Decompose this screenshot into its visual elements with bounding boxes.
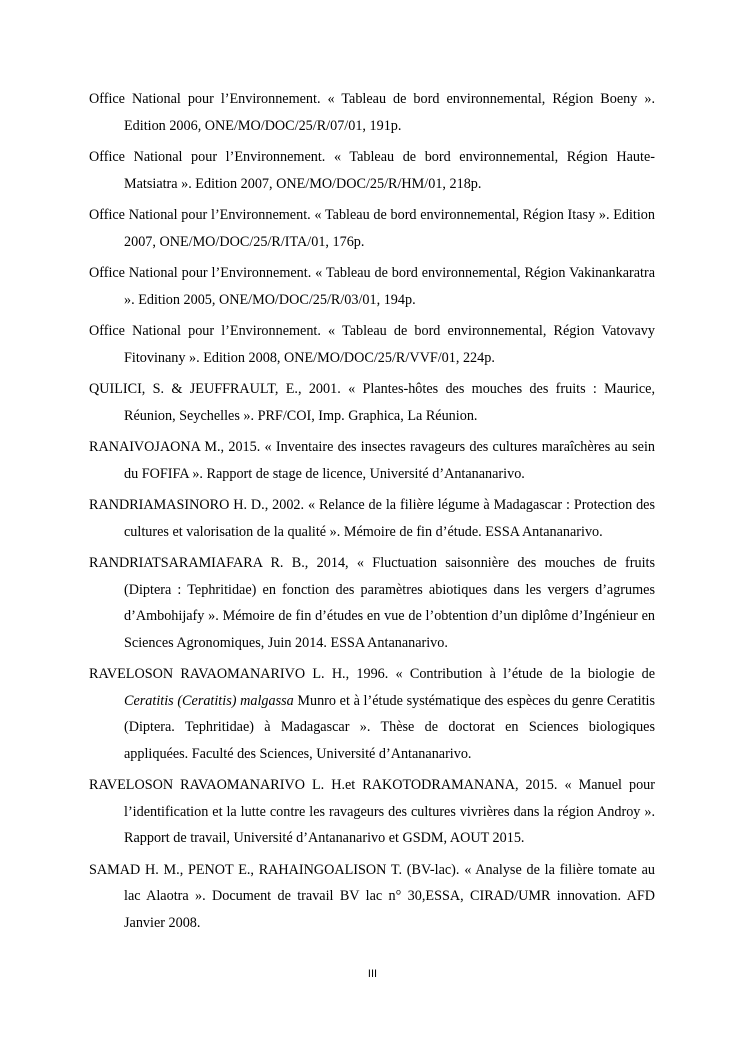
reference-entry: SAMAD H. M., PENOT E., RAHAINGOALISON T. (BV-lac). « Analyse de la filière tomate au lac Alaotra ». Document de travail BV lac n° 30,ESSA, CIRAD/UMR innovation. AFD Janvier 2008. bbox=[89, 861, 655, 931]
reference-entry: RANAIVOJAONA M., 2015. « Inventaire des insectes ravageurs des cultures maraîchères au sein du FOFIFA ». Rapport de stage de licence, Université d’Antananarivo. bbox=[89, 439, 655, 482]
species-name-italic: Ceratitis (Ceratitis) malgassa bbox=[124, 692, 294, 709]
reference-list bbox=[89, 86, 655, 941]
reference-entry: RANDRIATSARAMIAFARA R. B., 2014, « Fluctuation saisonnière des mouches de fruits (Diptera : Tephritidae) en fonction des paramètres abiotiques dans les vergers d’agrumes d’Ambohijafy ». Mémoire de fin d’études en vue de l’obtention d’un diplôme d’Ingénieur en Sciences Agronomiques, Juin 2014. ESSA Antananarivo. bbox=[89, 555, 655, 651]
reference-entry bbox=[89, 661, 655, 767]
reference-entry: Office National pour l’Environnement. « Tableau de bord environnemental, Région Haute-Matsiatra ». Edition 2007, ONE/MO/DOC/25/R/HM/01, 218p. bbox=[89, 149, 655, 192]
page-number: III bbox=[367, 968, 378, 980]
reference-entry: Office National pour l’Environnement. « Tableau de bord environnemental, Région Itasy ». Edition 2007, ONE/MO/DOC/25/R/ITA/01, 176p. bbox=[89, 207, 655, 250]
reference-entry: Office National pour l’Environnement. « Tableau de bord environnemental, Région Boeny ». Edition 2006, ONE/MO/DOC/25/R/07/01, 191p. bbox=[89, 91, 655, 134]
reference-text-before: RAVELOSON RAVAOMANARIVO L. H., 1996. « Contribution à l’étude de la biologie de bbox=[89, 666, 655, 682]
reference-entry: Office National pour l’Environnement. « Tableau de bord environnemental, Région Vatovavy Fitovinany ». Edition 2008, ONE/MO/DOC/25/R/VVF/01, 224p. bbox=[89, 323, 655, 366]
reference-entry: RANDRIAMASINORO H. D., 2002. « Relance de la filière légume à Madagascar : Protection des cultures et valorisation de la qualité ». Mémoire de fin d’étude. ESSA Antananarivo. bbox=[89, 497, 655, 540]
reference-entry: Office National pour l’Environnement. « Tableau de bord environnemental, Région Vakinankaratra ». Edition 2005, ONE/MO/DOC/25/R/03/01, 194p. bbox=[89, 265, 655, 308]
reference-text-after: Munro et à l’étude systématique des espèces du genre Ceratitis (Diptera. Tephritidae) à Madagascar ». Thèse de doctorat en Sciences biologiques appliquées. Faculté des Sciences, Université d’Antananarivo. bbox=[124, 692, 655, 762]
reference-entry: RAVELOSON RAVAOMANARIVO L. H.et RAKOTODRAMANANA, 2015. « Manuel pour l’identification et la lutte contre les ravageurs des cultures vivrières dans la région Androy ». Rapport de travail, Université d’Antananarivo et GSDM, AOUT 2015. bbox=[89, 777, 655, 846]
reference-entry: QUILICI, S. & JEUFFRAULT, E., 2001. « Plantes-hôtes des mouches des fruits : Maurice, Réunion, Seychelles ». PRF/COI, Imp. Graphica, La Réunion. bbox=[89, 381, 655, 424]
